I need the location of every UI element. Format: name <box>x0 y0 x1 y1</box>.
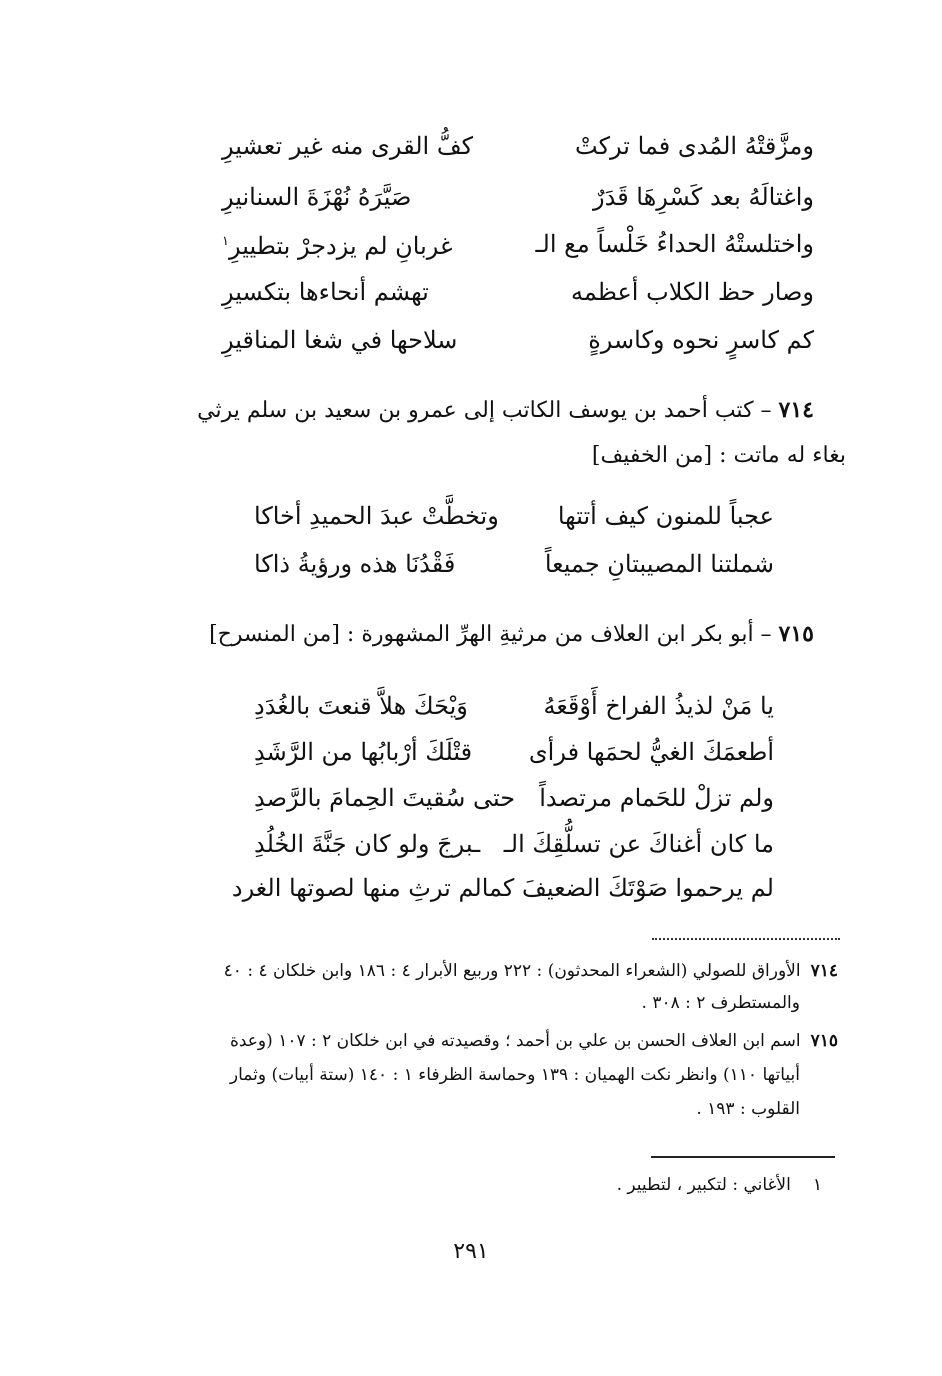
note-text: أبياتها ١١٠) وانظر نكت الهميان : ١٣٩ وحماسة الظرفاء ١ : ١٤٠ (ستة أبيات) وثمار <box>229 1065 800 1085</box>
hemistich-left-text: غربانِ لم يزدجرْ بتطييرِ <box>228 232 453 260</box>
note-number: ٧١٤ <box>810 961 838 981</box>
footnote-text: الأغاني : لتكبير ، لتطيير . <box>616 1175 791 1195</box>
footnote-separator <box>651 1156 835 1158</box>
hemistich-right: أطعمَكَ الغيُّ لحمَها فرأى <box>528 738 774 766</box>
verse-1-1 <box>222 124 814 168</box>
verse-3-2 <box>254 730 774 774</box>
page-number: ٢٩١ <box>453 1239 489 1264</box>
hemistich-right: ما كان أغناكَ عن تسلُّقِكَ الـ <box>503 830 774 858</box>
entry-number: ٧١٤ <box>778 397 814 423</box>
note-text: الأوراق للصولي (الشعراء المحدثون) : ٢٢٢ وربيع الأبرار ٤ : ١٨٦ وابن خلكان ٤ : ٤٠ <box>223 961 801 981</box>
hemistich-left: فَقْدُنَا هذه ورؤيةُ ذاكا <box>254 550 456 578</box>
hemistich-right: ولم تزلْ للحَمام مرتصداً <box>539 784 774 812</box>
hemistich-right: وصار حظ الكلاب أعظمه <box>571 278 814 306</box>
hemistich-right: عجباً للمنون كيف أتتها <box>557 502 774 530</box>
note-text: اسم ابن العلاف الحسن بن علي بن أحمد ؛ وقصيدته في ابن خلكان ٢ : ١٠٧ (وعدة <box>229 1031 801 1051</box>
note-715 <box>168 1024 838 1058</box>
note-text: القلوب : ١٩٣ . <box>696 1099 800 1119</box>
hemistich-left: سلاحها في شغا المناقيرِ <box>222 326 458 354</box>
note-number: ٧١٥ <box>810 1031 838 1051</box>
verse-1-2 <box>222 175 814 219</box>
entry-714-heading <box>124 388 814 433</box>
verse-3-3 <box>254 776 774 820</box>
verse-2-1 <box>254 494 774 538</box>
verse-1-3 <box>222 222 814 266</box>
hemistich-left: لم ترثِ منها لصوتها الغرد <box>231 874 482 902</box>
hemistich-left: قتْلَكَ أرْبابُها من الرَّشَدِ <box>254 738 473 766</box>
hemistich-left: كفُّ القرى منه غير تعشيرِ <box>222 132 474 160</box>
note-715-line-2 <box>130 1058 800 1092</box>
hemistich-right: ومزَّقتْهُ المُدى فما تركتْ <box>575 132 814 160</box>
entry-715-heading <box>124 612 814 657</box>
footnote-number: ١ <box>812 1175 822 1195</box>
hemistich-right: كم كاسرٍ نحوه وكاسرةٍ <box>588 326 814 354</box>
verse-3-4 <box>254 822 774 866</box>
entry-number: ٧١٥ <box>778 621 814 647</box>
entry-text: – أبو بكر ابن العلاف من مرثيةِ الهرِّ المشهورة : [من المنسرح] <box>209 622 772 647</box>
note-715-line-3 <box>130 1092 800 1126</box>
entry-text: – كتب أحمد بن يوسف الكاتب إلى عمرو بن سعيد بن سلم يرثي <box>197 398 772 423</box>
hemistich-left: صَيَّرَهُ نُهْزَةَ السنانيرِ <box>222 183 412 211</box>
verse-3-5 <box>231 866 774 910</box>
entry-714-line-2 <box>156 434 846 478</box>
hemistich-right: يا مَنْ لذيذُ الفراخ أَوْقَعَهُ <box>543 692 774 720</box>
hemistich-left: حتى سُقيتَ الحِمامَ بالرَّصدِ <box>254 784 516 812</box>
notes-separator <box>652 938 840 940</box>
verse-2-2 <box>254 542 774 586</box>
footnote-marker: ١ <box>222 234 229 249</box>
footnote <box>322 1168 822 1202</box>
verse-3-1 <box>254 684 774 728</box>
note-text: والمستطرف ٢ : ٣٠٨ . <box>641 993 800 1013</box>
hemistich-right: واغتالَهُ بعد كَسْرِهَا قَدَرٌ <box>593 183 814 211</box>
hemistich-left: وَيْحَكَ هلاَّ قنعتَ بالغُدَدِ <box>254 692 468 720</box>
hemistich-left: وتخطَّتْ عبدَ الحميدِ أخاكا <box>254 502 499 530</box>
hemistich-right: لم يرحموا صَوْتَكَ الضعيفَ كما <box>481 874 774 902</box>
note-714-line-2 <box>130 986 800 1020</box>
hemistich-left: ـبرجَ ولو كان جَنَّةَ الخُلُدِ <box>254 830 481 858</box>
verse-1-4 <box>222 270 814 314</box>
entry-text: بغاء له ماتت : [من الخفيف] <box>591 443 846 468</box>
hemistich-left: تهشم أنحاءها بتكسيرِ <box>222 278 429 306</box>
hemistich-right: واختلستْهُ الحداءُ خَلْساً مع الـ <box>535 230 814 258</box>
verse-1-5 <box>222 318 814 362</box>
note-714 <box>168 954 838 988</box>
hemistich-right: شملتنا المصيبتانِ جميعاً <box>544 550 774 578</box>
hemistich-left <box>222 220 453 268</box>
